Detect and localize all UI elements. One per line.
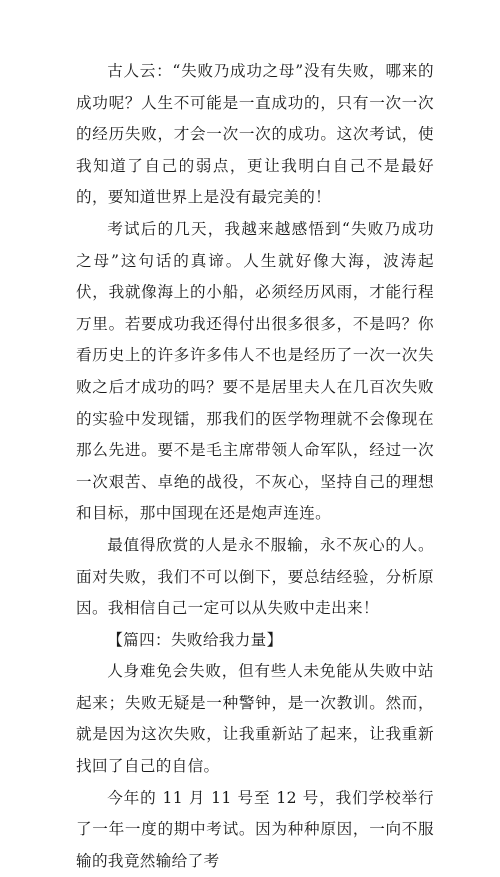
- paragraph-1: 古人云：“失败乃成功之母”没有失败，哪来的成功呢？人生不可能是一直成功的，只有一次一次的经历失败，才会一次一次的成功。这次考试，使我知道了自己的弱点，更让我明白自己不是最好的，要知道世界上是没有最完美的！: [76, 62, 434, 207]
- paragraph-2: 考试后的几天，我越来越感悟到“失败乃成功之母”这句话的真谛。人生就好像大海，波涛起伏，我就像海上的小船，必须经历风雨，才能行程万里。若要成功我还得付出很多很多，不是吗？你看历史上的许多许多伟人不也是经历了一次一次失败之后才成功的吗？要不是居里夫人在几百次失败的实验中发现镭，那我们的医学物理就不会像现在那么先进。要不是毛主席带领人命军队，经过一次一次艰苦、卓绝的战役，不灰心，坚持自己的理想和目标，那中国现在还是炮声连连。: [76, 219, 434, 523]
- section-heading: 【篇四：失败给我力量】: [107, 630, 283, 649]
- paragraph-3: 最值得欣赏的人是永不服输，永不灰心的人。面对失败，我们不可以倒下，要总结经验，分析原因。我相信自己一定可以从失败中走出来！: [76, 535, 434, 618]
- paragraph-4: 人身难免会失败，但有些人未免能从失败中站起来；失败无疑是一种警钟，是一次教训。然而，就是因为这次失败，让我重新站了起来，让我重新找回了自己的自信。: [76, 662, 434, 776]
- paragraph-5: 今年的 11 月 11 号至 12 号，我们学校举行了一年一度的期中考试。因为种种原因，一向不服输的我竟然输给了考: [76, 788, 434, 870]
- document-page: [76, 56, 434, 877]
